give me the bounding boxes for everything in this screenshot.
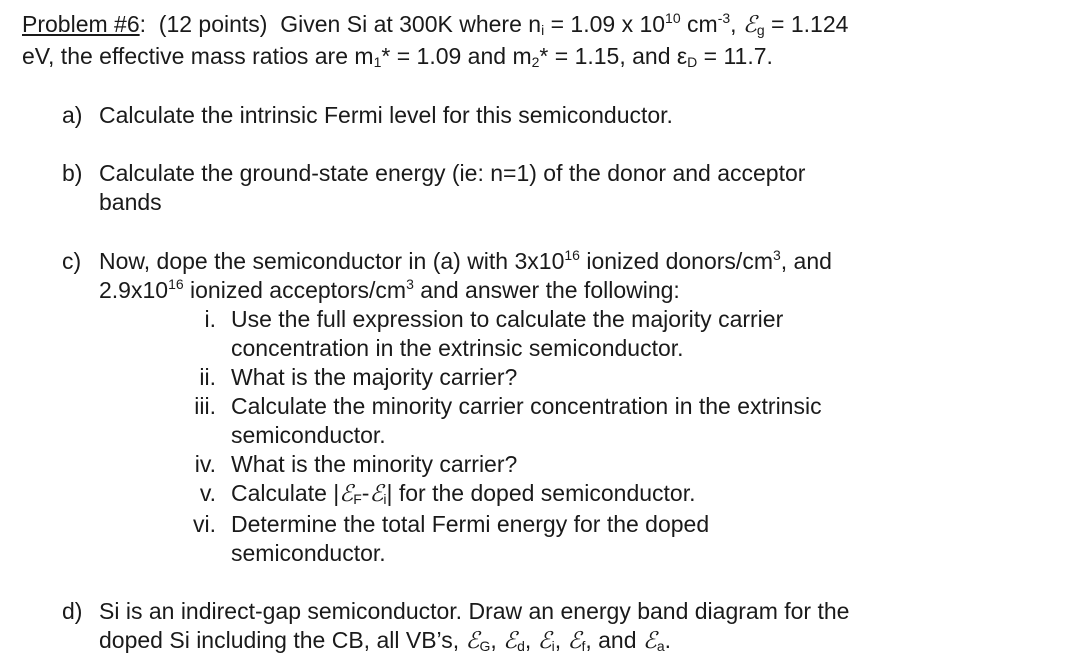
energy-symbol: ℰ bbox=[369, 481, 384, 507]
item-i-line-2: concentration in the extrinsic semiconductor. bbox=[231, 335, 684, 361]
energy-symbol: ℰ bbox=[742, 12, 757, 38]
item-ii-number: ii. bbox=[199, 364, 216, 390]
problem-points: (12 points) bbox=[158, 11, 268, 37]
item-i-number: i. bbox=[204, 306, 216, 332]
part-a-text: Calculate the intrinsic Fermi level for this semiconductor. bbox=[99, 102, 673, 128]
problem-statement-line-1: Problem #6: (12 points) Given Si at 300K where $n_i = 1.09$ x $10^{10}$ $cm^{-3}$, ℰ$_g$ = 1.124 bbox=[22, 10, 849, 38]
part-c-label: c) bbox=[62, 248, 82, 274]
part-b-line-1: Calculate the ground-state energy (ie: n=1) of the donor and acceptor bbox=[99, 160, 806, 186]
part-c-line-1: Now, dope the semiconductor in (a) with $3x10^{16}$ ionized donors/$cm^3$, and bbox=[99, 247, 832, 274]
item-ii-line-1: What is the majority carrier? bbox=[231, 364, 518, 390]
energy-symbol: ℰ bbox=[503, 628, 518, 654]
part-b-line-2: bands bbox=[99, 189, 162, 215]
item-vi-line-1: Determine the total Fermi energy for the doped bbox=[231, 511, 710, 537]
item-i-line-1: Use the full expression to calculate the majority carrier bbox=[231, 306, 784, 332]
item-v-line-1: Calculate |ℰ$_F$-ℰ$_i$| for the doped semiconductor. bbox=[231, 480, 696, 507]
item-v-number: v. bbox=[199, 480, 216, 506]
part-d-label: d) bbox=[62, 598, 83, 624]
item-vi-number: vi. bbox=[193, 511, 216, 537]
energy-symbol: ℰ bbox=[642, 628, 657, 654]
item-vi-line-2: semiconductor. bbox=[231, 540, 386, 566]
part-b-label: b) bbox=[62, 160, 83, 186]
item-iii-line-1: Calculate the minority carrier concentration in the extrinsic bbox=[231, 393, 822, 419]
item-iv-line-1: What is the minority carrier? bbox=[231, 451, 518, 477]
item-iii-line-2: semiconductor. bbox=[231, 422, 386, 448]
problem-statement-line-2: eV, the effective mass ratios are $m_1* = 1.09$ and $m_2* = 1.15$, and $\varepsilon_D = 11.7$. bbox=[22, 43, 773, 70]
item-iv-number: iv. bbox=[194, 451, 216, 477]
energy-symbol: ℰ bbox=[567, 628, 582, 654]
problem-heading: Problem #6 bbox=[22, 11, 140, 37]
energy-symbol: ℰ bbox=[537, 628, 552, 654]
part-a-label: a) bbox=[62, 102, 83, 128]
part-d-line-1: Si is an indirect-gap semiconductor. Draw an energy band diagram for the bbox=[99, 598, 850, 624]
energy-symbol: ℰ bbox=[339, 481, 354, 507]
part-c-line-2: $2.9x10^{16}$ ionized acceptors/$cm^3$ and answer the following: bbox=[99, 276, 680, 303]
part-d-line-2: doped Si including the CB, all VB’s, ℰ$_G$, ℰ$_d$, ℰ$_i$, ℰ$_f$, and ℰ$_a$. bbox=[99, 627, 671, 654]
item-iii-number: iii. bbox=[194, 393, 216, 419]
energy-symbol: ℰ bbox=[465, 628, 480, 654]
